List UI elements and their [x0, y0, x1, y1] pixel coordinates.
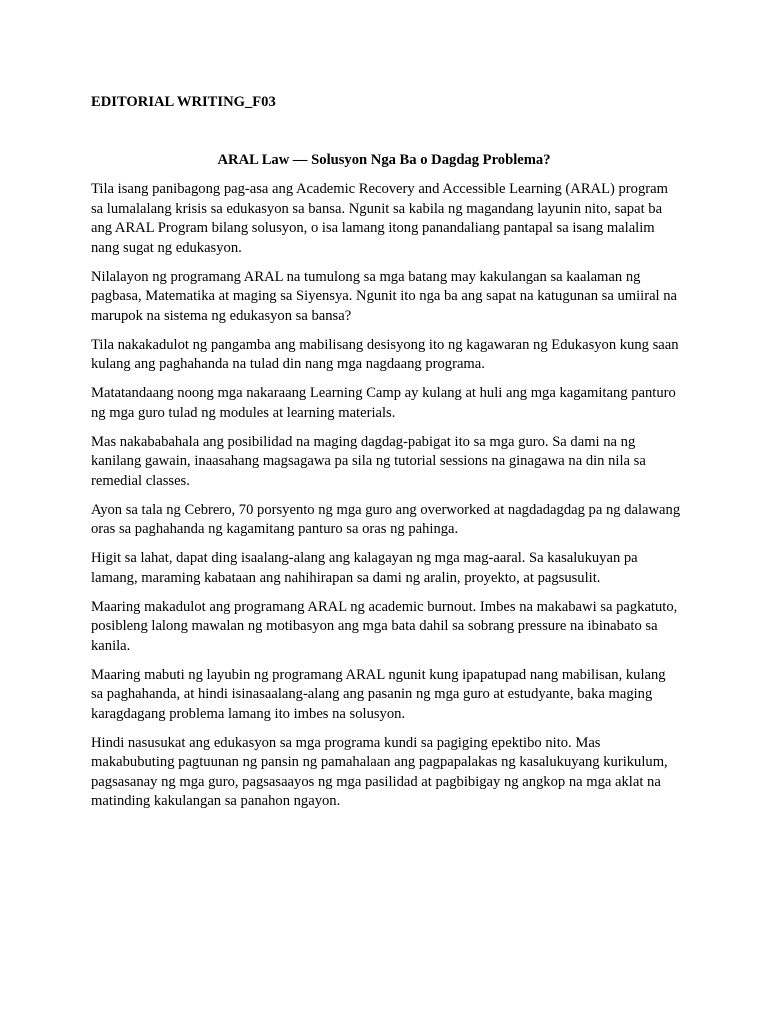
paragraph-7: Higit sa lahat, dapat ding isaalang-alang ang kalagayan ng mga mag-aaral. Sa kasalukuyan pa lamang, maraming kabataan ang nahihirapan sa dami ng aralin, proyekto, at pagsusulit.: [91, 550, 638, 586]
paragraph-5: Mas nakababahala ang posibilidad na maging dagdag-pabigat ito sa mga guro. Sa dami na ng kanilang gawain, inaasahang magsagawa pa sila ng tutorial sessions na ginagawa na din nila sa remedial classes.: [91, 433, 646, 489]
paragraph-3: Tila nakakadulot ng pangamba ang mabilisang desisyong ito ng kagawaran ng Edukasyon kung saan kulang ang paghahanda na tulad din nang mga nagdaang programa.: [91, 336, 679, 372]
editorial-title: ARAL Law — Solusyon Nga Ba o Dagdag Problema?: [217, 152, 551, 168]
paragraph-9: Maaring mabuti ng layubin ng programang ARAL ngunit kung ipapatupad nang mabilisan, kulang sa paghahanda, at hindi isinasaalang-alang ang pasanin ng mga guro at estudyante, baka maging karagdagang problema lamang ito imbes na solusyon.: [91, 666, 666, 722]
paragraph-4: Matatandaang noong mga nakaraang Learning Camp ay kulang at huli ang mga kagamitang panturo ng mga guro tulad ng modules at learning materials.: [91, 385, 676, 421]
paragraph-6: Ayon sa tala ng Cebrero, 70 porsyento ng mga guro ang overworked at nagdadagdag pa ng dalawang oras sa paghahanda ng kagamitang panturo sa oras ng pahinga.: [91, 501, 681, 537]
paragraph-1: Tila isang panibagong pag-asa ang Academic Recovery and Accessible Learning (ARAL) program sa lumalalang krisis sa edukasyon sa bansa. Ngunit sa kabila ng magandang layunin nito, sapat ba ang ARAL Program bilang solusyon, o isa lamang itong panandaliang pantapal sa isang malalim nang sugat ng edukasyon.: [91, 181, 668, 256]
document-header: EDITORIAL WRITING_F03: [91, 94, 276, 110]
paragraph-2: Nilalayon ng programang ARAL na tumulong sa mga batang may kakulangan sa kaalaman ng pagbasa, Matematika at maging sa Siyensya. Ngunit ito nga ba ang sapat na katugunan sa umiiral na marupok na sistema ng edukasyon sa bansa?: [91, 268, 678, 324]
paragraph-8: Maaring makadulot ang programang ARAL ng academic burnout. Imbes na makabawi sa pagkatuto, posibleng lalong mawalan ng motibasyon ang mga bata dahil sa sobrang pressure na ibinabato sa kanila.: [91, 598, 678, 654]
editorial-body: [91, 180, 681, 821]
paragraph-10: Hindi nasusukat ang edukasyon sa mga programa kundi sa pagiging epektibo nito. Mas makabubuting pagtuunan ng pansin ng pamahalaan ang pagpapalakas ng kasalukuyang kurikulum, pagsasanay ng mga guro, pagsasaayos ng mga pasilidad at pagbibigay ng angkop na mga aklat na matinding kakulangan sa panahon ngayon.: [91, 734, 668, 809]
